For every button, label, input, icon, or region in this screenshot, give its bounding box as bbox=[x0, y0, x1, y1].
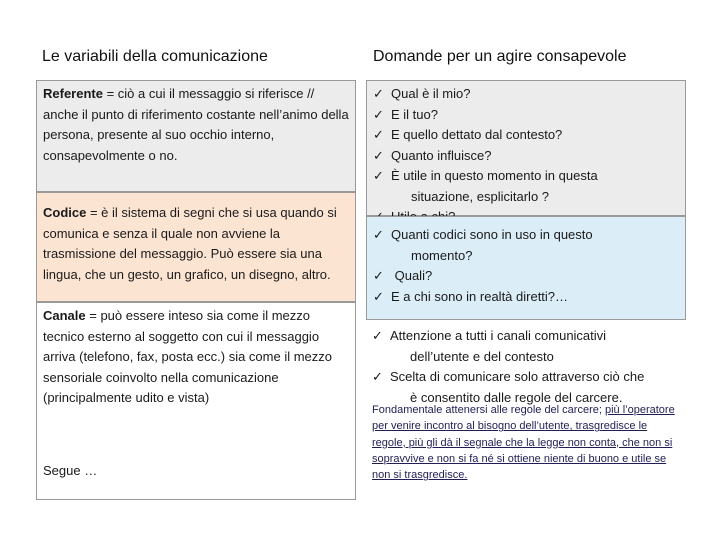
canale-questions-box bbox=[366, 320, 686, 405]
canale-text: = può essere inteso sia come il mezzo tecnico esterno al soggetto con cui il messaggio arriva (telefono, fax, posta ecc.) sia come il mezzo sensoriale coinvolto nella comunicazione (principalmente udito e vista) bbox=[43, 308, 333, 405]
canale-question-attenzione-cont: dell’utente e del contesto bbox=[410, 348, 554, 364]
canale-question-attenzione: ✓ Attenzione a tutti i canali comunicativi bbox=[372, 326, 680, 347]
referente-question-utile: ✓ È utile in questo momento in questa bbox=[373, 166, 679, 187]
canale-box bbox=[36, 302, 356, 500]
codice-questions-box bbox=[366, 216, 686, 320]
referente-text: = ciò a cui il messaggio si riferisce // anche il punto di riferimento costante nell’animo della persona, presente al suo occhio interno, consapevolmente o no. bbox=[43, 86, 349, 163]
referente-question-utile-cont: situazione, esplicitarlo ? bbox=[411, 188, 550, 204]
codice-question-quanti-cont: momento? bbox=[411, 247, 473, 263]
carcere-note-lead: Fondamentale attenersi alle regole del carcere; bbox=[372, 404, 605, 416]
referente-box bbox=[36, 80, 356, 192]
codice-box bbox=[36, 192, 356, 302]
segue-text: Segue … bbox=[43, 463, 98, 478]
codice-question-diretti: ✓ E a chi sono in realtà diretti?… bbox=[373, 287, 679, 308]
referente-question: ✓ E quello dettato dal contesto? bbox=[373, 125, 679, 146]
codice-term: Codice bbox=[43, 205, 87, 220]
canale-question-scelta-cont: è consentito dalle regole del carcere. bbox=[410, 389, 623, 405]
referente-question: ✓ E il tuo? bbox=[373, 105, 679, 126]
codice-question-quanti: ✓ Quanti codici sono in uso in questo bbox=[373, 225, 679, 246]
right-column-title: Domande per un agire consapevole bbox=[373, 48, 627, 65]
referente-questions-box bbox=[366, 80, 686, 216]
carcere-note-body: più l’operatore per venire incontro al bisogno dell’utente, trasgredisce le regole, più gli dà il segnale che la legge non conta, che non si sopravvive e non si fa né si ottiene niente di buono e utile se non si trasgredisce. bbox=[372, 404, 675, 482]
left-column-title: Le variabili della comunicazione bbox=[42, 48, 268, 65]
canale-term: Canale bbox=[43, 308, 86, 323]
carcere-note bbox=[372, 402, 682, 483]
codice-text: = è il sistema di segni che si usa quando si comunica e senza il quale non avviene la trasmissione del messaggio. Può essere sia una lingua, che un gesto, un grafico, un disegno, altro. bbox=[43, 205, 337, 282]
referente-question: ✓ Qual è il mio? bbox=[373, 84, 679, 105]
referente-term: Referente bbox=[43, 86, 103, 101]
referente-question: ✓ Quanto influisce? bbox=[373, 146, 679, 167]
codice-question-quali: ✓ Quali? bbox=[373, 266, 679, 287]
canale-question-scelta: ✓ Scelta di comunicare solo attraverso ciò che bbox=[372, 367, 680, 388]
